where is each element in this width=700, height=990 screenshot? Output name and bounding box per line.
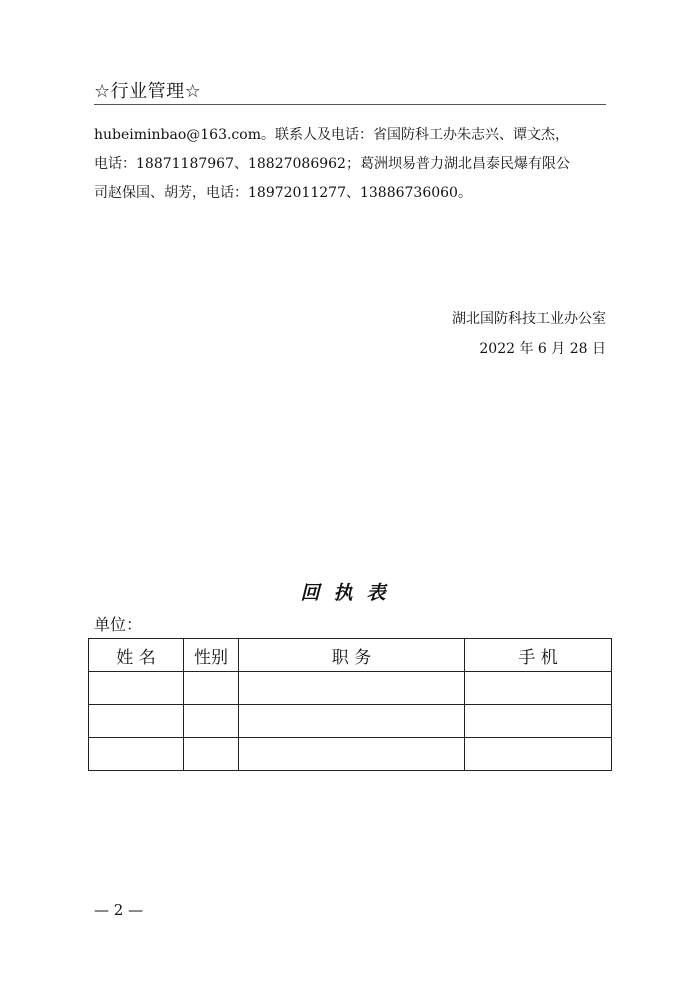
column-header-phone: 手 机	[465, 639, 612, 672]
body-paragraph	[94, 121, 606, 208]
receipt-table	[88, 638, 612, 771]
table-row	[89, 672, 612, 705]
table-header-row	[89, 639, 612, 672]
signature-block	[452, 304, 606, 364]
page-number: — 2 —	[94, 901, 144, 919]
table-cell	[239, 738, 465, 771]
table-cell	[89, 738, 184, 771]
unit-label: 单位：	[94, 615, 143, 634]
body-line: 司赵保国、胡芳，电话：18972011277、13886736060。	[94, 185, 472, 201]
table-cell	[465, 738, 612, 771]
table-cell	[184, 672, 239, 705]
table-cell	[239, 672, 465, 705]
issue-date: 2022 年 6 月 28 日	[479, 341, 606, 357]
table-cell	[465, 672, 612, 705]
table-cell	[239, 705, 465, 738]
table-cell	[184, 738, 239, 771]
receipt-form-title: 回执表	[300, 582, 400, 604]
table-cell	[89, 672, 184, 705]
section-header: ☆行业管理☆	[94, 81, 202, 102]
table-row	[89, 738, 612, 771]
table-cell	[89, 705, 184, 738]
table-cell	[184, 705, 239, 738]
column-header-position: 职 务	[239, 639, 465, 672]
body-line: hubeiminbao@163.com。联系人及电话：省国防科工办朱志兴、谭文杰，	[94, 127, 569, 143]
table-row	[89, 705, 612, 738]
column-header-gender: 性别	[184, 639, 239, 672]
issuing-organization: 湖北国防科技工业办公室	[452, 311, 606, 327]
column-header-name: 姓 名	[89, 639, 184, 672]
table-cell	[465, 705, 612, 738]
body-line: 电话：18871187967、18827086962；葛洲坝易普力湖北昌泰民爆有限公	[94, 156, 570, 172]
header-divider	[94, 104, 606, 105]
